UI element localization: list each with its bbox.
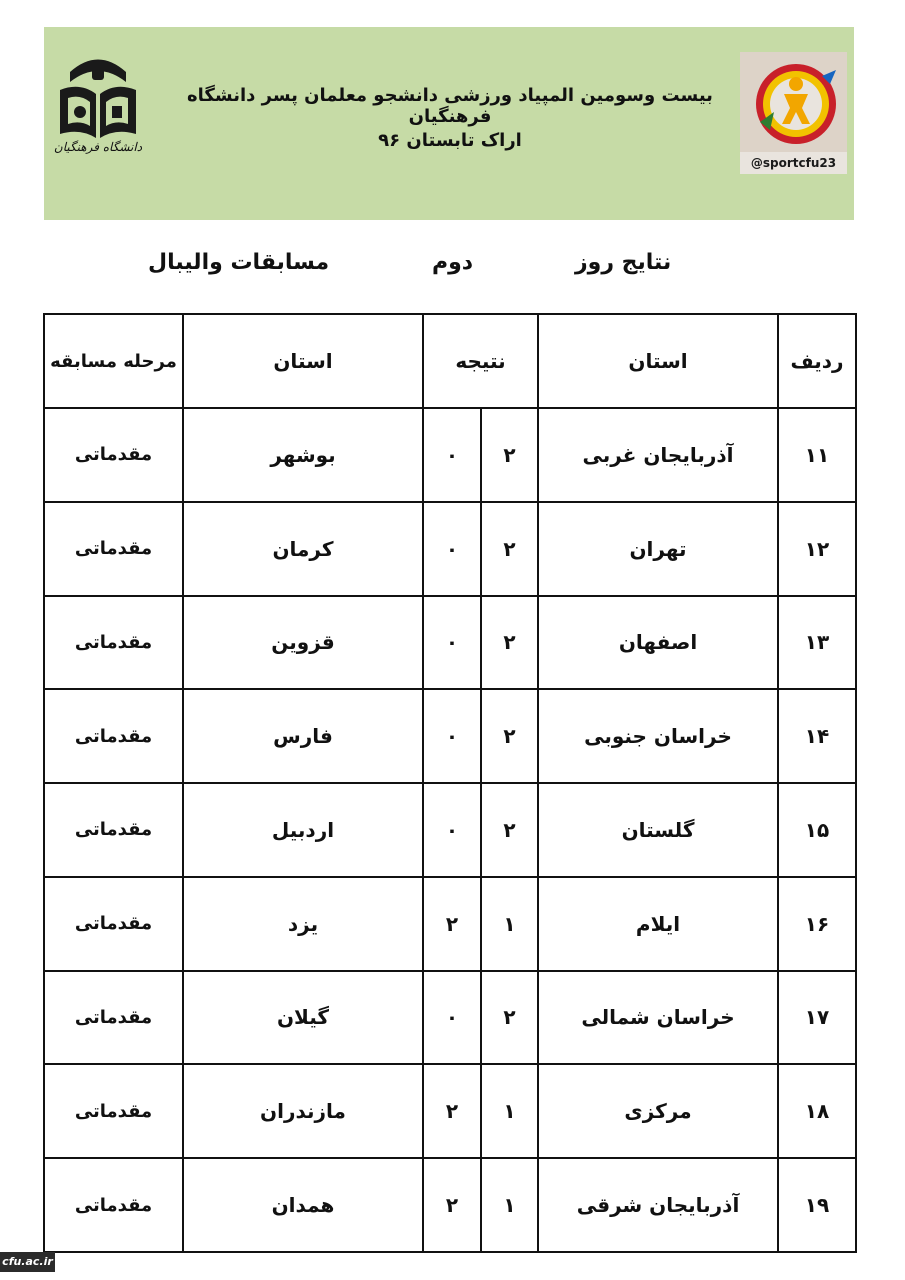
stage: مقدماتی [44, 783, 183, 877]
province-a: خراسان شمالی [538, 971, 778, 1065]
competition-label: مسابقات والیبال [148, 250, 330, 275]
province-b: فارس [183, 689, 423, 783]
province-b: مازندران [183, 1064, 423, 1158]
row-number: ۱۸ [778, 1064, 856, 1158]
province-b: یزد [183, 877, 423, 971]
stage: مقدماتی [44, 877, 183, 971]
score-b: ۰ [423, 596, 481, 690]
province-a: گلستان [538, 783, 778, 877]
stage: مقدماتی [44, 1158, 183, 1252]
table-row [44, 596, 856, 690]
province-b: قزوین [183, 596, 423, 690]
table-row [44, 877, 856, 971]
score-b: ۰ [423, 783, 481, 877]
header-result: نتیجه [423, 314, 538, 408]
row-number: ۱۵ [778, 783, 856, 877]
stage: مقدماتی [44, 502, 183, 596]
province-b: بوشهر [183, 408, 423, 502]
olympiad-handle: @sportcfu23 [750, 156, 837, 170]
stage: مقدماتی [44, 689, 183, 783]
score-a: ۱ [481, 1158, 538, 1252]
table-row [44, 971, 856, 1065]
header-title: بیست وسومین المپیاد ورزشی دانشجو معلمان پسر دانشگاه فرهنگیان [187, 85, 713, 127]
university-logo-caption: دانشگاه فرهنگیان [53, 140, 143, 154]
province-b: همدان [183, 1158, 423, 1252]
table-row [44, 783, 856, 877]
province-a: اصفهان [538, 596, 778, 690]
province-b: کرمان [183, 502, 423, 596]
results-table [43, 313, 857, 1253]
table-row [44, 502, 856, 596]
score-a: ۲ [481, 408, 538, 502]
header-row-number: ردیف [778, 314, 856, 408]
row-number: ۱۶ [778, 877, 856, 971]
province-a: آذربایجان شرقی [538, 1158, 778, 1252]
table-header-row [44, 314, 856, 408]
score-b: ۲ [423, 877, 481, 971]
score-a: ۱ [481, 1064, 538, 1158]
score-b: ۰ [423, 689, 481, 783]
province-b: گیلان [183, 971, 423, 1065]
province-a: تهران [538, 502, 778, 596]
day-label: دوم [432, 250, 474, 275]
row-number: ۱۳ [778, 596, 856, 690]
row-number: ۱۴ [778, 689, 856, 783]
row-number: ۱۱ [778, 408, 856, 502]
score-b: ۲ [423, 1158, 481, 1252]
stage: مقدماتی [44, 1064, 183, 1158]
province-b: اردبیل [183, 783, 423, 877]
score-b: ۰ [423, 971, 481, 1065]
score-a: ۲ [481, 971, 538, 1065]
score-a: ۲ [481, 502, 538, 596]
header-subtitle: اراک تابستان ۹۶ [378, 130, 522, 151]
province-a: ایلام [538, 877, 778, 971]
stage: مقدماتی [44, 408, 183, 502]
score-b: ۰ [423, 502, 481, 596]
header-stage: مرحله مسابقه [44, 314, 183, 408]
score-a: ۲ [481, 783, 538, 877]
site-badge: cfu.ac.ir [0, 1252, 55, 1272]
header-province-b: استان [183, 314, 423, 408]
olympiad-logo [740, 52, 847, 174]
row-number: ۱۷ [778, 971, 856, 1065]
score-b: ۰ [423, 408, 481, 502]
stage: مقدماتی [44, 596, 183, 690]
province-a: آذربایجان غربی [538, 408, 778, 502]
header-province-a: استان [538, 314, 778, 408]
province-a: مرکزی [538, 1064, 778, 1158]
table-row [44, 408, 856, 502]
university-logo [50, 42, 146, 162]
score-a: ۲ [481, 689, 538, 783]
row-number: ۱۹ [778, 1158, 856, 1252]
table-row [44, 1158, 856, 1252]
row-number: ۱۲ [778, 502, 856, 596]
province-a: خراسان جنوبی [538, 689, 778, 783]
results-label: نتایج روز [575, 250, 672, 275]
score-a: ۱ [481, 877, 538, 971]
table-row [44, 1064, 856, 1158]
score-b: ۲ [423, 1064, 481, 1158]
stage: مقدماتی [44, 971, 183, 1065]
table-row [44, 689, 856, 783]
score-a: ۲ [481, 596, 538, 690]
